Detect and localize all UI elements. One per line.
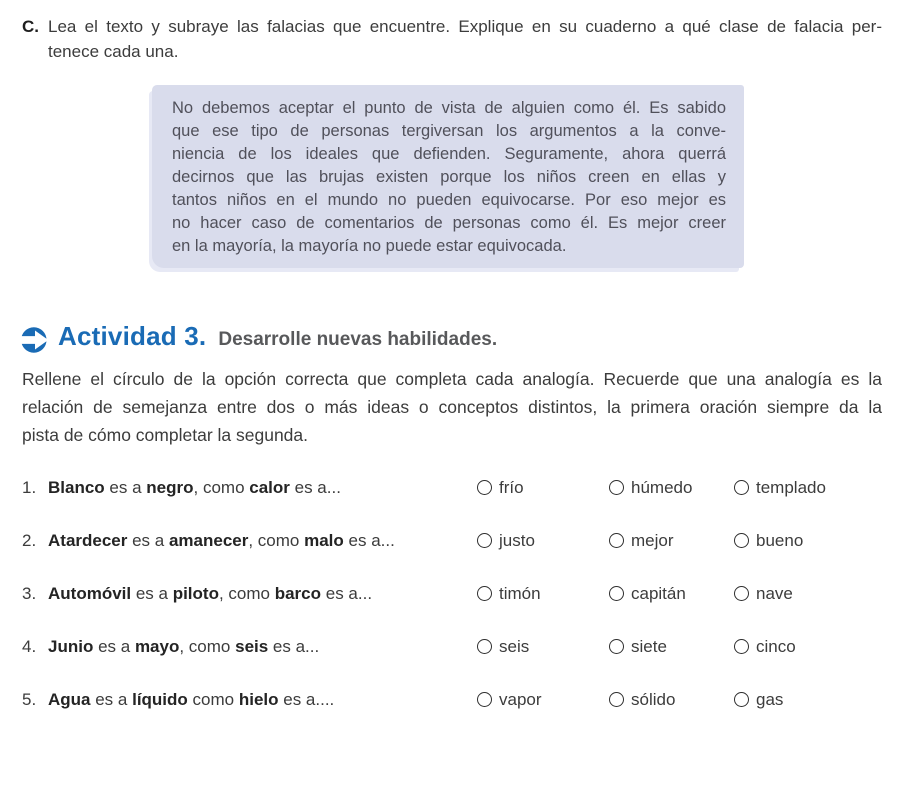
option-1 xyxy=(477,690,609,710)
option-label: gas xyxy=(756,689,784,709)
radio-circle-icon[interactable] xyxy=(477,533,492,548)
section-c xyxy=(22,14,882,64)
activity-intro xyxy=(22,365,882,449)
option-label: frío xyxy=(499,477,524,497)
fallacy-line: no hacer caso de comentarios de personas como él. Es mejor creer xyxy=(172,214,726,232)
analogy-row-1 xyxy=(22,461,898,514)
instruction-line: tenece cada una. xyxy=(48,42,179,61)
activity-heading xyxy=(20,321,882,352)
radio-circle-icon[interactable] xyxy=(609,533,624,548)
row-number: 5. xyxy=(22,689,37,709)
option-label: siete xyxy=(631,636,667,656)
option-1 xyxy=(477,637,609,657)
radio-circle-icon[interactable] xyxy=(734,480,749,495)
section-instruction-text xyxy=(48,14,882,64)
option-label: templado xyxy=(756,477,826,497)
option-3 xyxy=(734,690,898,710)
option-label: cinco xyxy=(756,636,796,656)
row-number: 4. xyxy=(22,636,37,656)
option-3 xyxy=(734,637,898,657)
fallacy-line: No debemos aceptar el punto de vista de alguien como él. Es sabido xyxy=(172,99,726,117)
option-1 xyxy=(477,531,609,551)
analogy-sentence: Junio es a mayo, como seis es a... xyxy=(48,636,320,656)
option-label: seis xyxy=(499,636,530,656)
radio-circle-icon[interactable] xyxy=(609,586,624,601)
activity-title: Actividad 3. xyxy=(58,321,207,351)
radio-circle-icon[interactable] xyxy=(477,639,492,654)
analogy-sentence: Agua es a líquido como hielo es a.... xyxy=(48,689,335,709)
option-1 xyxy=(477,478,609,498)
option-label: vapor xyxy=(499,689,542,709)
fallacy-line: niencia de los ideales que defienden. Seguramente, ahora querrá xyxy=(172,145,726,163)
analogy-row-5 xyxy=(22,673,898,726)
arrow-right-circle-icon xyxy=(20,325,50,355)
row-number: 3. xyxy=(22,583,37,603)
radio-circle-icon[interactable] xyxy=(609,692,624,707)
activity-subtitle: Desarrolle nuevas habilidades. xyxy=(218,329,498,350)
option-label: capitán xyxy=(631,583,686,603)
fallacy-line: en la mayoría, la mayoría no puede estar equivocada. xyxy=(172,237,567,255)
fallacy-line: tantos niños en el mundo no pueden equivocarse. Por eso mejor es xyxy=(172,191,726,209)
option-2 xyxy=(609,584,734,604)
intro-line: Rellene el círculo de la opción correcta que completa cada analogía. Recuerde que una analogía es la xyxy=(22,369,882,389)
option-label: húmedo xyxy=(631,477,693,497)
option-2 xyxy=(609,478,734,498)
option-label: sólido xyxy=(631,689,676,709)
radio-circle-icon[interactable] xyxy=(477,692,492,707)
radio-circle-icon[interactable] xyxy=(734,586,749,601)
radio-circle-icon[interactable] xyxy=(734,533,749,548)
option-label: justo xyxy=(499,530,535,550)
row-number: 2. xyxy=(22,530,37,550)
analogy-row-3 xyxy=(22,567,898,620)
option-label: nave xyxy=(756,583,793,603)
fallacy-text-box xyxy=(152,85,744,268)
option-2 xyxy=(609,690,734,710)
analogy-sentence: Automóvil es a piloto, como barco es a... xyxy=(48,583,373,603)
section-label: C. xyxy=(22,17,39,36)
option-2 xyxy=(609,637,734,657)
analogy-row-2 xyxy=(22,514,898,567)
option-3 xyxy=(734,584,898,604)
fallacy-line: que ese tipo de personas tergiversan los argumentos a la conve- xyxy=(172,122,726,140)
radio-circle-icon[interactable] xyxy=(734,692,749,707)
instruction-line: Lea el texto y subraye las falacias que encuentre. Explique en su cuaderno a qué clase de falacia per- xyxy=(48,17,882,36)
analogy-sentence: Atardecer es a amanecer, como malo es a... xyxy=(48,530,395,550)
radio-circle-icon[interactable] xyxy=(477,480,492,495)
option-3 xyxy=(734,531,898,551)
intro-line: pista de cómo completar la segunda. xyxy=(22,425,308,445)
intro-line: relación de semejanza entre dos o más ideas o conceptos distintos, la primera oración siempre da la xyxy=(22,397,882,417)
analogy-list xyxy=(22,461,898,726)
radio-circle-icon[interactable] xyxy=(609,639,624,654)
radio-circle-icon[interactable] xyxy=(609,480,624,495)
fallacy-line: decirnos que las brujas existen porque los niños creen en ellas y xyxy=(172,168,726,186)
option-label: bueno xyxy=(756,530,804,550)
analogy-row-4 xyxy=(22,620,898,673)
option-label: mejor xyxy=(631,530,674,550)
option-label: timón xyxy=(499,583,541,603)
analogy-sentence: Blanco es a negro, como calor es a... xyxy=(48,477,341,497)
option-2 xyxy=(609,531,734,551)
radio-circle-icon[interactable] xyxy=(734,639,749,654)
radio-circle-icon[interactable] xyxy=(477,586,492,601)
option-1 xyxy=(477,584,609,604)
row-number: 1. xyxy=(22,477,37,497)
option-3 xyxy=(734,478,898,498)
